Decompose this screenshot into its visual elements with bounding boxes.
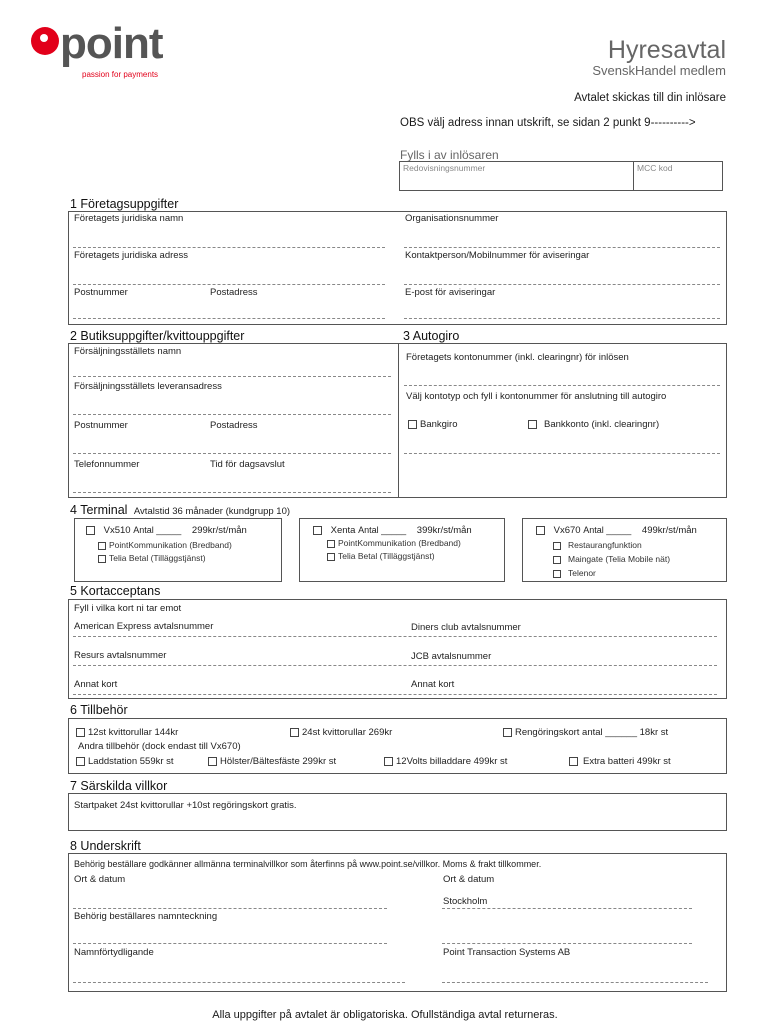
resurs-label: Resurs avtalsnummer	[74, 650, 167, 661]
phone-label: Telefonnummer	[74, 459, 140, 470]
postal-line[interactable]	[73, 318, 385, 319]
phone-line[interactable]	[73, 492, 391, 493]
s2-postal-number-label: Postnummer	[74, 420, 128, 431]
acquirer-title: Fylls i av inlösaren	[400, 148, 499, 162]
other-card-1-label: Annat kort	[74, 679, 118, 690]
contact-label: Kontaktperson/Mobilnummer för aviseringar	[405, 250, 590, 261]
sent-to-note: Avtalet skickas till din inlösare	[574, 92, 726, 104]
email-label: E-post för aviseringar	[405, 287, 496, 298]
cleaning-card-option[interactable]: Rengöringskort antal ______ 18kr st	[503, 727, 668, 738]
section-4-title: 4 Terminal	[70, 503, 128, 517]
vx510-option-1[interactable]: PointKommunikation (Bredband)	[98, 540, 232, 550]
xenta-option-1-checkbox[interactable]	[327, 540, 335, 548]
vx670-option-2[interactable]: Maingate (Telia Mobile nät)	[553, 554, 670, 564]
vx670-option-3-checkbox[interactable]	[553, 570, 561, 578]
diners-label: Diners club avtalsnummer	[411, 622, 521, 633]
legal-address-label: Företagets juridiska adress	[74, 250, 189, 261]
car-charger-checkbox[interactable]	[384, 757, 393, 766]
mcc-field[interactable]: MCC kod	[637, 163, 673, 173]
brand-tagline: passion for payments	[82, 70, 159, 79]
account-number-label: Företagets kontonummer (inkl. clearingnr) för inlösen	[406, 352, 629, 363]
footer-note: Alla uppgifter på avtalet är obligatoriska. Ofullständiga avtal returneras.	[212, 1009, 558, 1021]
postal-number-label: Postnummer	[74, 287, 128, 298]
org-number-label: Organisationsnummer	[405, 213, 499, 224]
signature-label: Behörig beställares namnteckning	[74, 911, 218, 922]
page-title: Hyresavtal	[607, 36, 726, 64]
rolls-24-checkbox[interactable]	[290, 728, 299, 737]
section-6-title: 6 Tillbehör	[70, 703, 128, 717]
charger-checkbox[interactable]	[76, 757, 85, 766]
vx510-option-1-checkbox[interactable]	[98, 542, 106, 550]
obs-note: OBS välj adress innan utskrift, se sidan 2 punkt 9---------->	[400, 117, 696, 129]
vx670-option-2-checkbox[interactable]	[553, 556, 561, 564]
page-subtitle: SvenskHandel medlem	[592, 63, 726, 78]
section-3-title: 3 Autogiro	[403, 329, 460, 343]
rolls-24-option[interactable]: 24st kvittorullar 269kr	[290, 727, 392, 738]
resurs-jcb-line[interactable]	[73, 665, 717, 666]
special-terms-text: Startpaket 24st kvittorullar +10st regöringskort gratis.	[74, 800, 297, 811]
delivery-address-line[interactable]	[73, 414, 391, 415]
place-date-right-label: Ort & datum	[443, 874, 495, 885]
store-name-line[interactable]	[73, 376, 391, 377]
place-date-left-label: Ort & datum	[74, 874, 126, 885]
rolls-12-checkbox[interactable]	[76, 728, 85, 737]
jcb-label: JCB avtalsnummer	[411, 651, 492, 662]
store-name-label: Försäljningsställets namn	[74, 346, 182, 357]
amex-label: American Express avtalsnummer	[74, 621, 214, 632]
company-name: Point Transaction Systems AB	[443, 947, 571, 958]
signature-line[interactable]	[73, 943, 387, 944]
section-1-title: 1 Företagsuppgifter	[70, 197, 179, 211]
postal-address-label: Postadress	[210, 287, 258, 298]
section-8-title: 8 Underskrift	[70, 839, 141, 853]
account-number-line[interactable]	[404, 385, 720, 386]
brand-logo-mark	[31, 27, 59, 55]
xenta-checkbox[interactable]	[313, 526, 322, 535]
other-card-2-label: Annat kort	[411, 679, 455, 690]
cleaning-card-checkbox[interactable]	[503, 728, 512, 737]
legal-name-line[interactable]	[73, 247, 385, 248]
email-line[interactable]	[404, 318, 720, 319]
battery-option[interactable]: Extra batteri 499kr st	[569, 756, 671, 767]
place-date-right-line	[442, 908, 692, 909]
city-value: Stockholm	[443, 896, 488, 907]
car-charger-option[interactable]: 12Volts billaddare 499kr st	[384, 756, 507, 767]
bank-account-option[interactable]: Bankkonto (inkl. clearingnr)	[528, 419, 659, 430]
section-8-box	[68, 853, 727, 992]
company-name-line	[442, 982, 708, 983]
holster-option[interactable]: Hölster/Bältesfäste 299kr st	[208, 756, 336, 767]
battery-checkbox[interactable]	[569, 757, 578, 766]
vx510-option-2-checkbox[interactable]	[98, 555, 106, 563]
terminal-xenta-header[interactable]: Xenta Antal _____ 399kr/st/mån	[313, 525, 472, 536]
contact-line[interactable]	[404, 284, 720, 285]
cards-intro: Fyll i vilka kort ni tar emot	[74, 603, 182, 614]
rolls-12-option[interactable]: 12st kvittorullar 144kr	[76, 727, 178, 738]
reporting-number-field[interactable]: Redovisningsnummer	[403, 163, 486, 173]
brand-logo-word: point	[60, 19, 163, 68]
closing-time-label: Tid för dagsavslut	[210, 459, 285, 470]
vx670-option-1[interactable]: Restaurangfunktion	[553, 540, 642, 550]
org-number-line[interactable]	[404, 247, 720, 248]
choose-account-label: Välj kontotyp och fyll i kontonummer för anslutning till autogiro	[406, 391, 667, 402]
section-2-3-divider	[398, 343, 399, 498]
place-date-left-line[interactable]	[73, 908, 387, 909]
vx670-option-1-checkbox[interactable]	[553, 542, 561, 550]
bank-account-checkbox[interactable]	[528, 420, 537, 429]
vx670-option-3[interactable]: Telenor	[553, 568, 596, 578]
vx510-checkbox[interactable]	[86, 526, 95, 535]
other-cards-line[interactable]	[73, 694, 717, 695]
holster-checkbox[interactable]	[208, 757, 217, 766]
section-7-box	[68, 793, 727, 831]
other-accessories-note: Andra tillbehör (dock endast till Vx670)	[78, 741, 241, 752]
terminal-vx670-header[interactable]: Vx670 Antal _____ 499kr/st/mån	[536, 525, 697, 536]
s2-postal-address-label: Postadress	[210, 420, 258, 431]
consent-text: Behörig beställare godkänner allmänna terminalvillkor som återfinns på www.point.se/villkor. Moms & frakt tillkommer.	[74, 859, 542, 869]
section-2-title: 2 Butiksuppgifter/kvittouppgifter	[70, 329, 245, 343]
vx510-option-2[interactable]: Telia Betal (Tilläggstjänst)	[98, 553, 206, 563]
section-1-box	[68, 211, 727, 325]
section-5-box	[68, 599, 727, 699]
xenta-option-1[interactable]: PointKommunikation (Bredband)	[327, 538, 461, 548]
name-clarification-line[interactable]	[73, 982, 405, 983]
terminal-vx510-header[interactable]: Vx510 Antal _____ 299kr/st/mån	[86, 525, 247, 536]
section-4-title-row	[70, 501, 290, 519]
legal-address-line[interactable]	[73, 284, 385, 285]
company-signature-line	[442, 943, 692, 944]
section-4-subtitle: Avtalstid 36 månader (kundgrupp 10)	[133, 506, 291, 517]
delivery-address-label: Försäljningsställets leveransadress	[74, 381, 222, 392]
bankgiro-option[interactable]: Bankgiro	[408, 419, 458, 430]
bankgiro-checkbox[interactable]	[408, 420, 417, 429]
legal-name-label: Företagets juridiska namn	[74, 213, 184, 224]
amex-diners-line[interactable]	[73, 636, 717, 637]
vx670-checkbox[interactable]	[536, 526, 545, 535]
s2-postal-line[interactable]	[73, 453, 391, 454]
section-7-title: 7 Särskilda villkor	[70, 779, 168, 793]
xenta-option-2[interactable]: Telia Betal (Tilläggstjänst)	[327, 551, 435, 561]
xenta-option-2-checkbox[interactable]	[327, 553, 335, 561]
autogiro-account-line[interactable]	[404, 453, 720, 454]
name-clarification-label: Namnförtydligande	[74, 947, 154, 958]
charger-option[interactable]: Laddstation 559kr st	[76, 756, 174, 767]
section-5-title: 5 Kortacceptans	[70, 584, 161, 598]
acquirer-divider	[633, 161, 634, 191]
